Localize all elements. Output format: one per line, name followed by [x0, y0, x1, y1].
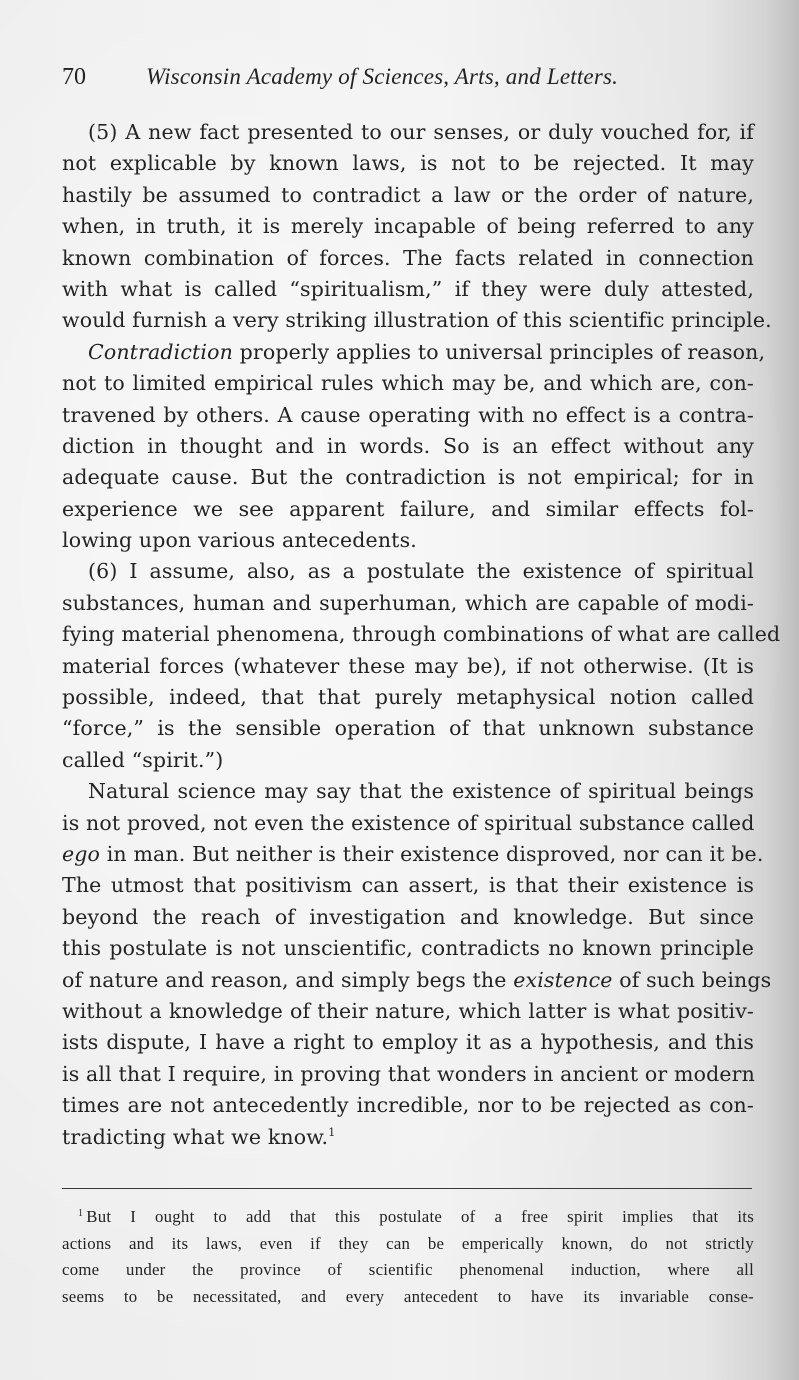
line-text: hastily be assumed to contradict a law or the order of nature,	[62, 182, 754, 207]
footnote-line	[62, 1231, 754, 1258]
line-text: beyond the reach of investigation and knowledge. But since	[62, 904, 754, 929]
line-text: (6) I assume, also, as a postulate the existence of spiritual	[88, 559, 754, 584]
text-line	[62, 1027, 754, 1058]
text-line	[62, 588, 754, 619]
text-line	[62, 682, 754, 713]
body-text	[62, 117, 781, 1153]
line-text: would furnish a very striking illustration of this scientific principle.	[62, 308, 772, 333]
page-header	[62, 64, 762, 98]
line-text: The utmost that positivism can assert, is that their existence is	[62, 873, 754, 898]
text-line	[62, 180, 754, 211]
line-text: “force,” is the sensible operation of that unknown substance	[62, 716, 754, 741]
footnote-marker: 1	[78, 1208, 84, 1219]
line-text: possible, indeed, that that purely metaphysical notion called	[62, 685, 754, 710]
text-line	[62, 243, 754, 274]
text-line	[62, 1059, 754, 1090]
text-line	[62, 431, 754, 462]
line-text: this postulate is not unscientific, contradicts no known principle	[62, 936, 754, 961]
line-text: material forces (whatever these may be), if not otherwise. (It is	[62, 653, 754, 678]
line-text: times are not antecedently incredible, nor to be rejected as con-	[62, 1093, 754, 1118]
line-text: is not proved, not even the existence of spiritual substance called	[62, 810, 755, 835]
line-text: travened by others. A cause operating with no effect is a contra-	[62, 402, 754, 427]
text-line	[62, 117, 754, 148]
line-text: Natural science may say that the existence of spiritual beings	[88, 779, 754, 804]
line-text: of such beings	[612, 967, 772, 992]
footnote-reference: 1	[328, 1125, 336, 1139]
italic-word: ego	[62, 841, 101, 866]
text-line	[62, 1090, 754, 1121]
text-line	[62, 713, 754, 744]
line-text: called “spirit.”)	[62, 747, 224, 772]
line-text: in man. But neither is their existence disproved, nor can it be.	[100, 841, 764, 866]
line-text: without a knowledge of their nature, which latter is what positiv-	[62, 998, 754, 1023]
line-text: substances, human and superhuman, which are capable of modi-	[62, 590, 754, 615]
line-text: when, in truth, it is merely incapable of being referred to any	[62, 214, 754, 239]
footnote-line	[62, 1284, 754, 1311]
text-line	[62, 870, 754, 901]
line-text: diction in thought and in words. So is an effect without any	[62, 433, 754, 458]
text-line	[62, 274, 754, 305]
line-text: not explicable by known laws, is not to be rejected. It may	[62, 151, 754, 176]
text-line	[62, 211, 754, 242]
text-line	[62, 651, 754, 682]
line-text: not to limited empirical rules which may be, and which are, con-	[62, 371, 754, 396]
line-text: lowing upon various antecedents.	[62, 528, 417, 553]
text-line	[62, 368, 754, 399]
text-line	[62, 619, 781, 650]
footnote	[62, 1204, 754, 1310]
line-text: known combination of forces. The facts related in connection	[62, 245, 754, 270]
text-line	[62, 556, 754, 587]
footnote-line	[62, 1257, 754, 1284]
footnote-text: But I ought to add that this postulate of a free spirit implies that its	[86, 1207, 754, 1226]
footnote-rule	[62, 1188, 752, 1189]
text-line	[62, 902, 754, 933]
footnote-text: seems to be necessitated, and every antecedent to have its invariable conse-	[62, 1286, 754, 1306]
line-text: (5) A new fact presented to our senses, or duly vouched for, if	[88, 120, 754, 144]
running-title: Wisconsin Academy of Sciences, Arts, and Letters.	[146, 64, 619, 89]
italic-word: Contradiction	[88, 339, 233, 364]
text-line	[62, 400, 754, 431]
line-text: experience we see apparent failure, and similar effects fol-	[62, 496, 754, 521]
text-line	[62, 337, 766, 368]
italic-word: existence	[513, 967, 613, 992]
footnote-text: actions and its laws, even if they can be emperically known, do not strictly	[62, 1233, 754, 1253]
text-line	[62, 745, 754, 776]
line-text: fying material phenomena, through combinations of what are called	[62, 622, 781, 647]
text-line	[62, 965, 772, 996]
line-text: tradicting what we know.	[62, 1124, 329, 1149]
line-text: adequate cause. But the contradiction is not empirical; for in	[62, 465, 754, 490]
text-line	[62, 525, 754, 556]
page-number: 70	[62, 64, 86, 90]
text-line	[62, 839, 764, 870]
text-line	[62, 933, 754, 964]
line-text: is all that I require, in proving that wonders in ancient or modern	[62, 1061, 755, 1086]
text-line	[62, 996, 754, 1027]
text-line	[62, 776, 754, 807]
line-text: properly applies to universal principles of reason,	[232, 339, 766, 364]
text-line	[62, 494, 754, 525]
text-line	[62, 1122, 754, 1153]
line-text: ists dispute, I have a right to employ it as a hypothesis, and this	[62, 1030, 754, 1055]
line-text: with what is called “spiritualism,” if they were duly attested,	[62, 276, 754, 301]
text-line	[62, 148, 754, 179]
footnote-line	[62, 1204, 754, 1231]
text-line	[62, 305, 772, 336]
footnote-text: come under the province of scientific phenomenal induction, where all	[62, 1260, 754, 1279]
line-text: of nature and reason, and simply begs the	[62, 967, 514, 992]
text-line	[62, 808, 754, 839]
text-line	[62, 462, 754, 493]
